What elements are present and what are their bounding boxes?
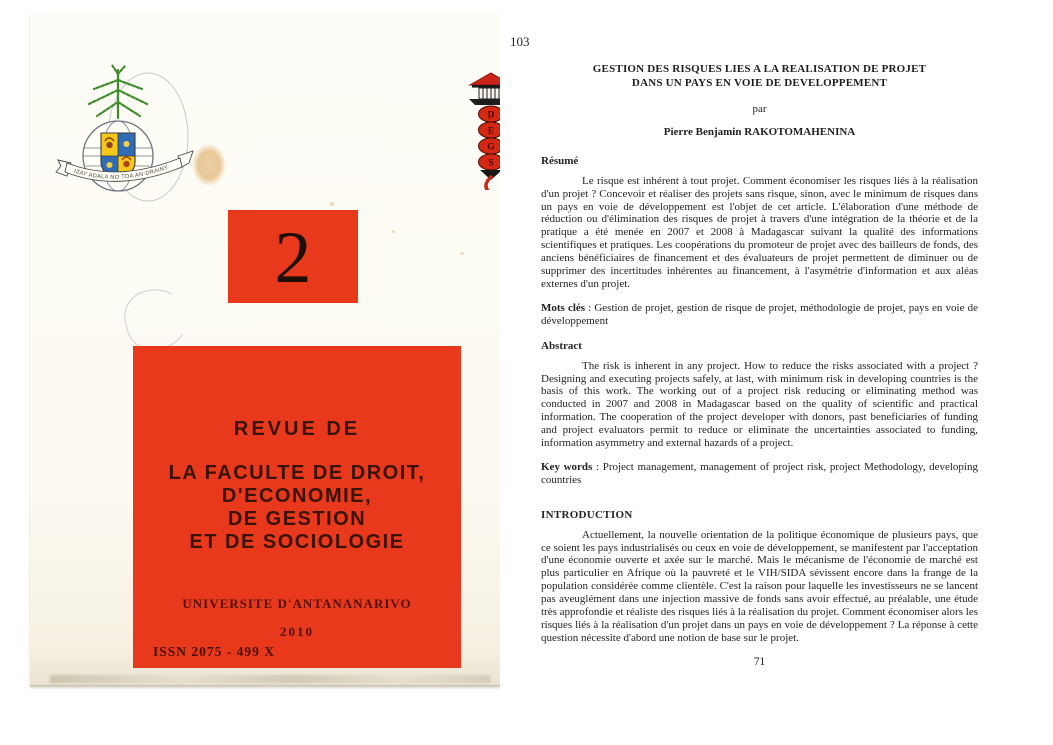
degs-letter: D: [487, 110, 495, 121]
issue-number: 2: [274, 216, 312, 299]
cover-title-line: LA FACULTE DE DROIT,: [168, 462, 426, 484]
byline: par: [752, 103, 767, 115]
cover-title-block: [133, 346, 461, 668]
cover-year: 2010: [280, 624, 314, 639]
author-name: Pierre Benjamin RAKOTOMAHENINA: [663, 125, 856, 138]
tree-icon: [89, 65, 147, 118]
shield-quarter-emblem: [124, 141, 130, 147]
paper-speck: [460, 252, 464, 255]
pen-scribble: [119, 282, 194, 355]
journal-cover-page: [30, 14, 512, 686]
article-title-line1: GESTION DES RISQUES LIES A LA REALISATION DE PROJET: [592, 63, 927, 75]
paper-speck: [392, 230, 395, 233]
article-page: [500, 0, 1053, 745]
degs-letter: S: [488, 158, 494, 169]
abstract-heading: Abstract: [541, 339, 582, 352]
article-title: [541, 63, 978, 90]
key-words-label: Key words: [541, 460, 593, 473]
cover-title-line: DE GESTION: [227, 508, 367, 530]
resume-paragraph: Le risque est inhérent à tout projet. Comment économiser les risques liés à la réalisation d'un projet ? Concevoir et réaliser des projets sans risque, sinon, avec le minimum de risques dans un pays en voie de développement est l'objet de cet article. L'élaboration d'une méthode de réduction ou d'élimination des risques de projet à travers d'une intégration de la théorie et de la pratique a été menée en 2007 et 2008 à Madagascar suivant la qualité des informations scientifiques et pratiques. Les coopérations du promoteur de projet avec des bailleurs de fonds, des anciens bénéficiaires de financement et des évaluateurs de projet permettent de diminuer ou de supprimer des incertitudes inhérentes au financement, à l'asymétrie d'information et aux aléas externes d'un projet.: [541, 174, 978, 290]
emblem-motto-text: IZAY ADALA NO TOA AN-DRAINY: [73, 164, 170, 181]
mots-cles-line: [541, 302, 978, 328]
page-number-bottom: 71: [753, 655, 766, 668]
shield-quarter-emblem: [107, 162, 113, 168]
key-words-text: : Project management, management of project risk, project Methodology, developing countries: [541, 460, 978, 486]
mots-cles-text: : Gestion de projet, gestion de risque de projet, méthodologie de projet, pays en voie de développement: [541, 301, 978, 327]
degs-letter: E: [487, 126, 495, 137]
cover-issn: ISSN 2075 - 499 X: [153, 644, 276, 659]
key-words-line: [541, 461, 978, 487]
university-emblem: [56, 62, 206, 212]
cover-title-line: D'ECONOMIE,: [221, 485, 373, 507]
introduction-heading: INTRODUCTION: [541, 508, 633, 521]
paper-speck: [330, 202, 334, 206]
resume-heading: Résumé: [541, 154, 579, 167]
zebu-head-icon: [106, 142, 112, 148]
page-number-top: 103: [510, 34, 530, 49]
introduction-paragraph: Actuellement, la nouvelle orientation de la politique économique de plusieurs pays, que ce soient les pays industrialisés ou ceux en voie de développement, se manifestent par l'acceptation d'une économie ouverte et axée sur le marché. Mais le mécanisme de l'économie de marché est plus particulier en Afrique où la pauvreté et le VIH/SIDA sévissent encore dans la frange de la population considérée comme clientèle. C'est la raison pour laquelle les investisseurs ne se lancent pas aveuglément dans une injection massive de fonds sans avoir effectué, au préalable, une étude très approfondie et réaliste des risques liés à la réalisation du projet. Comment économiser alors les risques liés à la réalisation d'un projet dans un pays en voie de développement ? La réponse à cette question nécessite d'abord une notion de base sur le projet.: [541, 528, 978, 644]
article-title-line2: DANS UN PAYS EN VOIE DE DEVELOPPEMENT: [631, 76, 888, 89]
issue-number-square: [228, 210, 358, 303]
cover-title-line: ET DE SOCIOLOGIE: [189, 531, 405, 553]
article-column: [541, 0, 978, 669]
cover-university: UNIVERSITE D'ANTANANARIVO: [182, 596, 412, 611]
scan-smudge: [50, 675, 490, 683]
abstract-paragraph: The risk is inherent in any project. How to reduce the risks associated with a project ? Designing and executing projects safely, at last, with minimum risk in developing countries is the basis of this work. The working out of a project risk reducing or eliminating method was conducted in 2007 and 2008 in Madagascar based on the quality of scientific and practical information. The cooperation of the project developer with donors, past beneficiaries of funding and project evaluators permit to reduce or eliminate the uncertainties associated to funding, information asymmetry and external hazards of a project.: [541, 359, 978, 450]
degs-letter: G: [487, 142, 495, 153]
mots-cles-label: Mots clés: [541, 301, 586, 314]
cover-revue-line: REVUE DE: [233, 418, 361, 440]
zebu-head-icon: [123, 161, 129, 167]
cover-title: [133, 462, 461, 554]
